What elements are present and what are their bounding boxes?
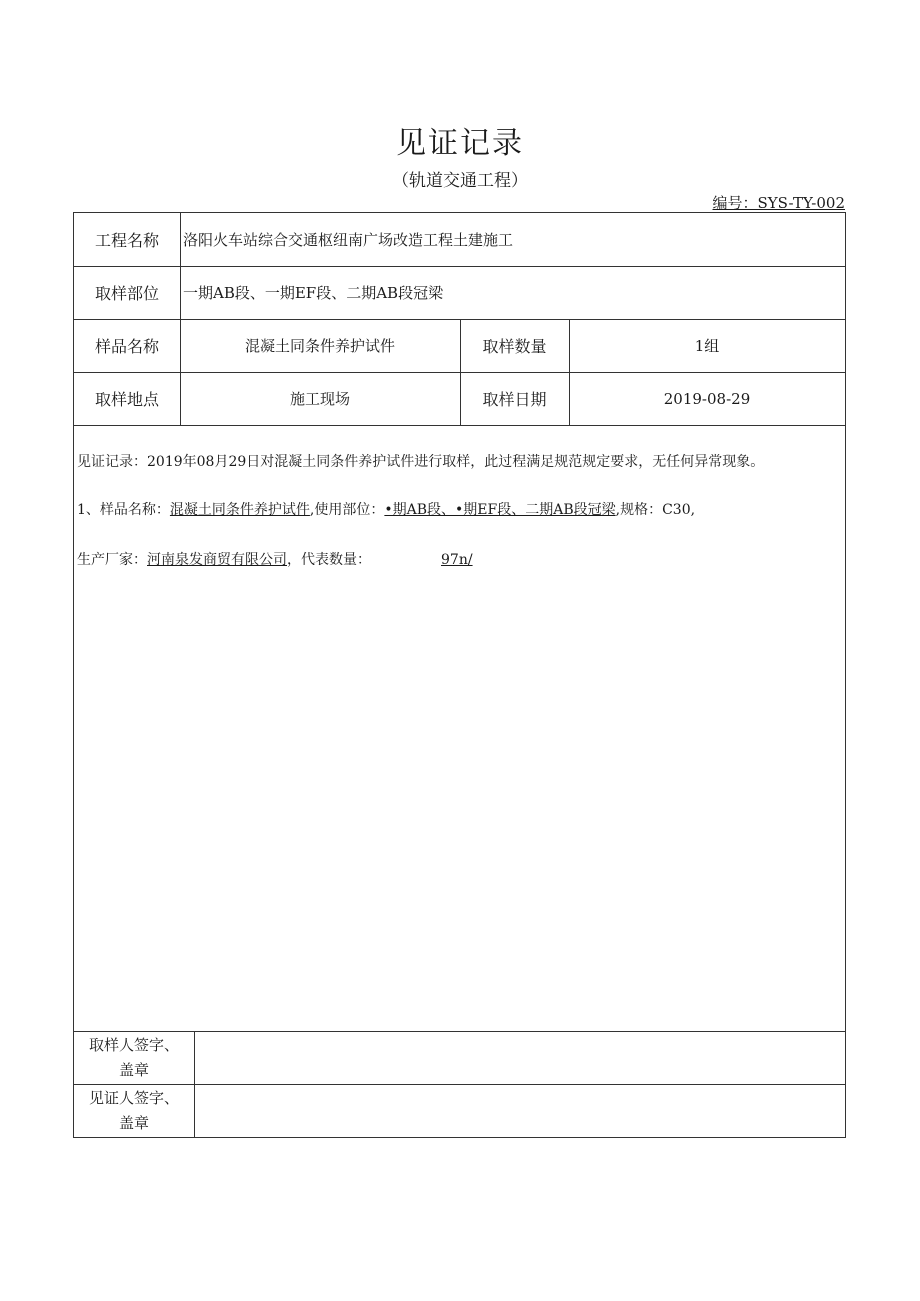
record-text: ，代表数量： (287, 552, 371, 568)
sampling-site-label: 取样地点 (94, 390, 159, 409)
sample-qty-label: 取样数量 (482, 337, 547, 356)
document-number: 编号：SYS-TY-002 (712, 194, 845, 212)
record-text: ,规格：C30, (615, 502, 696, 518)
witness-label-line: 见证人签字、 (88, 1088, 179, 1107)
sampler-signature-label (74, 1031, 194, 1084)
record-text: ,使用部位： (309, 502, 385, 518)
record-manufacturer: 河南泉发商贸有限公司 (147, 552, 287, 568)
row-divider (74, 425, 845, 426)
witness-signature-label (74, 1084, 194, 1137)
sampling-date-value: 2019-08-29 (663, 389, 751, 408)
witness-label-line: 盖章 (118, 1113, 149, 1132)
record-usage-part: •期AB段、•期EF段、二期AB段冠梁 (384, 502, 616, 518)
project-name-label: 工程名称 (94, 231, 159, 250)
sampling-part-label: 取样部位 (94, 284, 159, 303)
record-sample-name: 混凝土同条件养护试件 (169, 502, 310, 518)
sampling-date-label: 取样日期 (482, 390, 547, 409)
page-subtitle: （轨道交通工程） (392, 171, 528, 191)
record-line-2 (77, 499, 695, 519)
sampling-site-value: 施工现场 (289, 390, 350, 408)
record-line-1: 见证记录：2019年08月29日对混凝土同条件养护试件进行取样，此过程满足规范规定要求，无任何异常现象。 (77, 454, 765, 470)
sample-name-label: 样品名称 (94, 337, 159, 356)
page-title: 见证记录 (396, 126, 524, 161)
witness-signature-field[interactable] (194, 1084, 845, 1137)
sampling-part-value: 一期AB段、一期EF段、二期AB段冠梁 (183, 284, 444, 302)
sampler-signature-field[interactable] (194, 1031, 845, 1084)
record-quantity: 97n/ (441, 552, 473, 568)
witness-record-form (73, 212, 846, 1138)
sample-name-value: 混凝土同条件养护试件 (244, 337, 395, 355)
record-line-3 (77, 549, 473, 569)
record-text: 生产厂家： (77, 552, 147, 568)
record-text: 1、样品名称： (77, 502, 170, 518)
sampler-label-line: 盖章 (118, 1060, 149, 1079)
sampler-label-line: 取样人签字、 (88, 1035, 179, 1054)
sample-qty-value: 1组 (694, 337, 720, 355)
project-name-value: 洛阳火车站综合交通枢纽南广场改造工程土建施工 (183, 231, 514, 249)
